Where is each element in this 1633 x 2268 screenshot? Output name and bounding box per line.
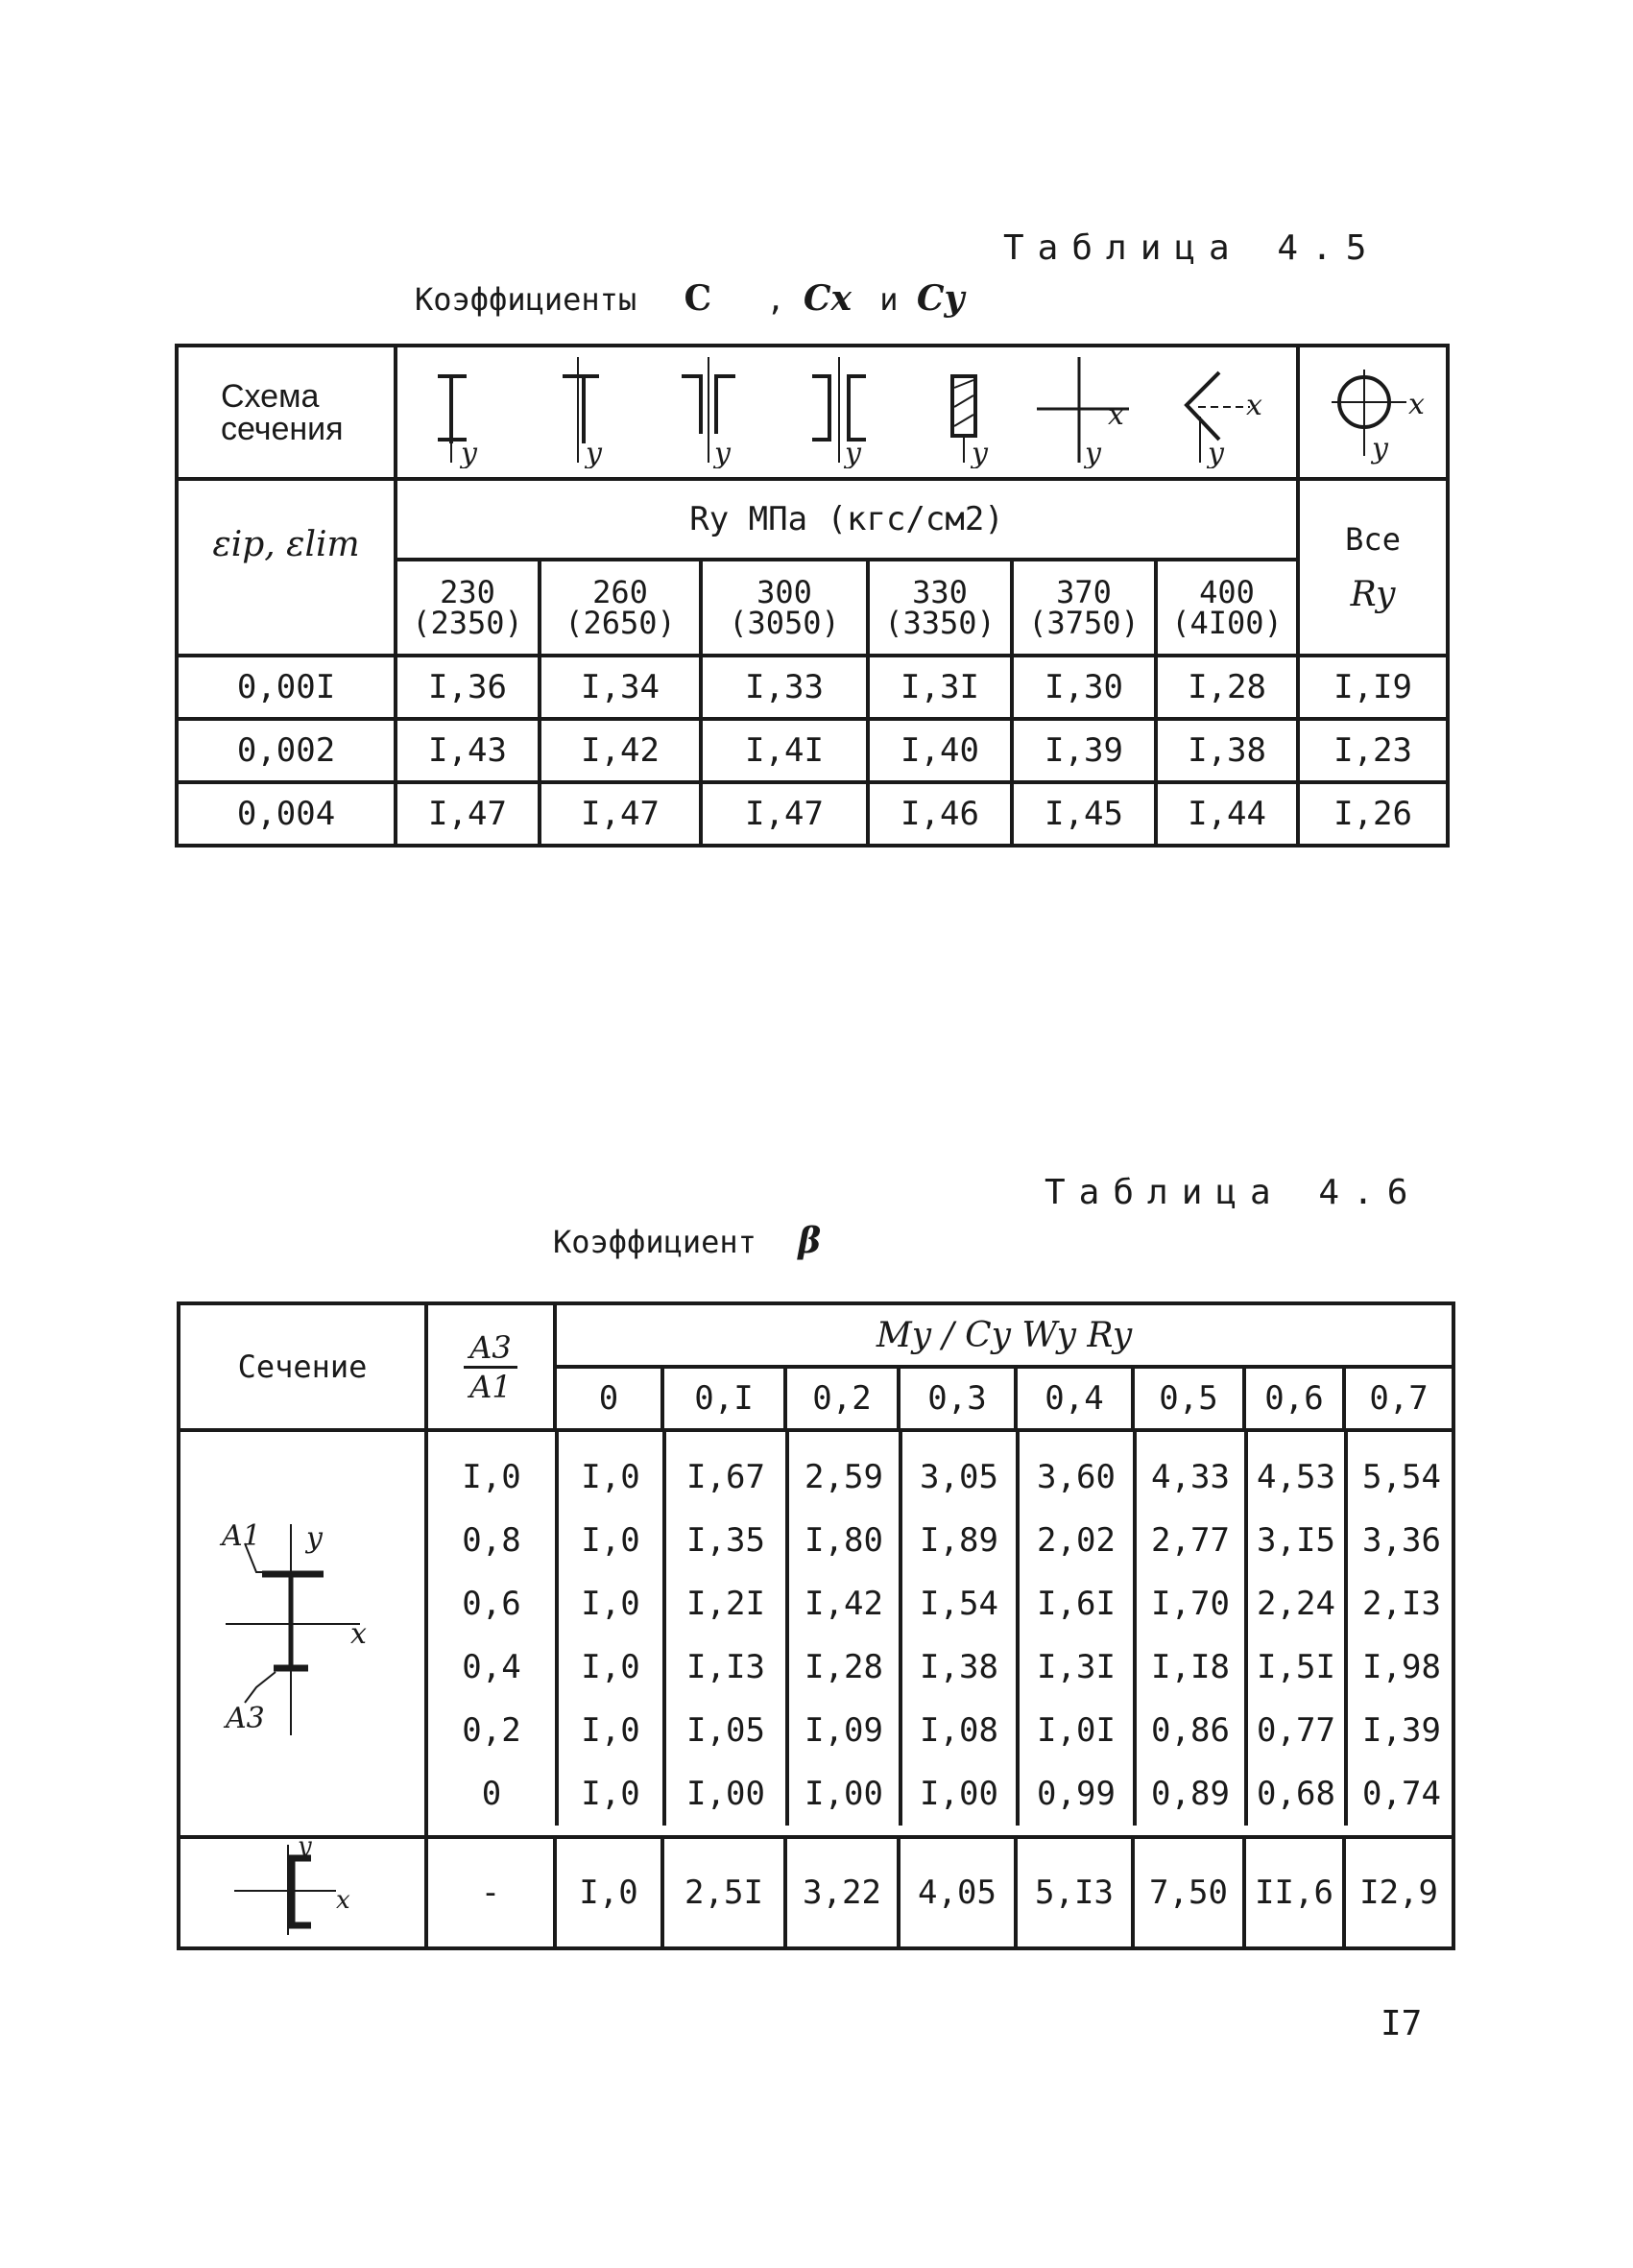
moment-column-header: 0,5: [1133, 1367, 1244, 1430]
caption-prefix: Коэффициент: [553, 1224, 756, 1260]
value-cell: 0,77: [1246, 1699, 1346, 1762]
moment-column-header: 0,I: [662, 1367, 785, 1430]
caption-prefix: Коэффициенты: [415, 281, 637, 318]
value-cell: 0,89: [1135, 1762, 1246, 1826]
ratio-header: [426, 1303, 555, 1430]
value-cell: 2,59: [787, 1432, 901, 1509]
channel-section-cell: [179, 1837, 426, 1948]
caption-and: и: [879, 281, 899, 318]
value-cell: 4,33: [1135, 1432, 1246, 1509]
ratio-top: A3: [464, 1329, 516, 1369]
axis-y-label: y: [972, 437, 988, 468]
symbol-c: C: [684, 278, 712, 319]
value-cell: I,89: [901, 1509, 1018, 1572]
value-cell: I,42: [787, 1572, 901, 1635]
value-cell: 3,I5: [1246, 1509, 1346, 1572]
value-cell: 7,50: [1133, 1837, 1244, 1948]
axis-x-label: x: [1108, 398, 1124, 432]
value-cell: I,0: [555, 1837, 662, 1948]
ratio-cell: -: [426, 1837, 555, 1948]
value-cell: I,0: [557, 1635, 664, 1699]
all-value-cell: I,I9: [1298, 656, 1448, 719]
value-cell: I,0I: [1018, 1699, 1135, 1762]
value-cell: I,35: [664, 1509, 787, 1572]
table-4-5: [175, 344, 1450, 848]
all-value-cell: I,23: [1298, 719, 1448, 782]
symbol-cx: Cx: [803, 278, 853, 319]
moment-column-header: 0,4: [1016, 1367, 1133, 1430]
channel-icon: [230, 1841, 374, 1937]
value-cell: I,3I: [1018, 1635, 1135, 1699]
value-cell: I,3I: [868, 656, 1012, 719]
value-cell: I,0: [557, 1762, 664, 1826]
value-cell: I,00: [787, 1762, 901, 1826]
value-cell: I2,9: [1344, 1837, 1453, 1948]
ibeam-section-cell: [179, 1430, 426, 1837]
value-cell: I,05: [664, 1699, 787, 1762]
a1-label: A1: [222, 1518, 261, 1553]
all-header-text: Все: [1345, 520, 1401, 558]
value-cell: I,0: [557, 1509, 664, 1572]
value-cell: I,30: [1012, 656, 1156, 719]
ibeam-values: [428, 1432, 1455, 1826]
ry-column-header: 400 (4I00): [1156, 560, 1298, 656]
value-cell: 2,24: [1246, 1572, 1346, 1635]
table-row: [428, 1572, 1455, 1635]
value-cell: I,40: [868, 719, 1012, 782]
all-header-sub: Ry: [1350, 574, 1396, 614]
value-cell: I,28: [1156, 656, 1298, 719]
table-row: [428, 1509, 1455, 1572]
value-cell: I,46: [868, 782, 1012, 846]
axis-y-label: y: [586, 437, 602, 468]
value-cell: I,43: [396, 719, 540, 782]
value-cell: I,47: [396, 782, 540, 846]
all-ry-header: [1298, 479, 1448, 656]
symbol-cy: Cy: [916, 278, 965, 319]
ratio-cell: 0,4: [428, 1635, 557, 1699]
moment-column-header: 0: [555, 1367, 662, 1430]
section-header: Сечение: [179, 1303, 426, 1430]
axis-y-label: y: [1208, 437, 1224, 468]
value-cell: 0,74: [1346, 1762, 1455, 1826]
value-cell: 2,02: [1018, 1509, 1135, 1572]
a3-label: A3: [226, 1701, 265, 1735]
value-cell: I,00: [664, 1762, 787, 1826]
value-cell: I,38: [901, 1635, 1018, 1699]
ibeam-row-group: [179, 1430, 1453, 1837]
value-cell: I,0: [557, 1432, 664, 1509]
value-cell: 0,68: [1246, 1762, 1346, 1826]
eps-cell: 0,002: [177, 719, 396, 782]
caption-separator: ,: [766, 281, 785, 318]
ry-column-header: 300 (3050): [701, 560, 868, 656]
ratio-cell: 0,6: [428, 1572, 557, 1635]
ry-column-header: 370 (3750): [1012, 560, 1156, 656]
value-cell: 2,77: [1135, 1509, 1246, 1572]
mono-symmetric-ibeam-icon: [206, 1505, 398, 1755]
value-cell: I,54: [901, 1572, 1018, 1635]
axis-x-label: x: [336, 1885, 350, 1915]
value-cell: 4,53: [1246, 1432, 1346, 1509]
value-cell: I,39: [1012, 719, 1156, 782]
moment-column-header: 0,7: [1344, 1367, 1453, 1430]
value-cell: 3,05: [901, 1432, 1018, 1509]
eps-cell: 0,004: [177, 782, 396, 846]
value-cell: I,98: [1346, 1635, 1455, 1699]
eps-cell: 0,00I: [177, 656, 396, 719]
table-4-5-label: Таблица 4.5: [1003, 228, 1381, 268]
section-icons-cell: [396, 346, 1298, 479]
value-cell: I,4I: [701, 719, 868, 782]
table-row: [428, 1432, 1455, 1509]
ratio-cell: 0: [428, 1762, 557, 1826]
ratio-cell: I,0: [428, 1432, 557, 1509]
circle-tube-icon-cell: [1298, 346, 1448, 479]
table-4-6: [177, 1301, 1455, 1950]
value-cell: 2,I3: [1346, 1572, 1455, 1635]
section-icons: [397, 347, 1296, 468]
value-cell: I,I3: [664, 1635, 787, 1699]
axis-y-label: y: [298, 1840, 312, 1861]
ry-column-header: 260 (2650): [540, 560, 701, 656]
value-cell: I,0: [557, 1572, 664, 1635]
value-cell: I,08: [901, 1699, 1018, 1762]
value-cell: 0,86: [1135, 1699, 1246, 1762]
table-row: [428, 1699, 1455, 1762]
value-cell: 3,60: [1018, 1432, 1135, 1509]
axis-y-label: y: [1085, 437, 1101, 468]
axis-y-label: y: [714, 437, 731, 468]
channel-row: [179, 1837, 1453, 1948]
value-cell: I,5I: [1246, 1635, 1346, 1699]
table-row: [177, 719, 1448, 782]
value-cell: I,45: [1012, 782, 1156, 846]
value-cell: I,00: [901, 1762, 1018, 1826]
moment-column-header: 0,3: [899, 1367, 1016, 1430]
value-cell: I,67: [664, 1432, 787, 1509]
axis-y-label: y: [1372, 432, 1389, 466]
value-cell: 3,36: [1346, 1509, 1455, 1572]
value-cell: 4,05: [899, 1837, 1016, 1948]
table-row: [428, 1635, 1455, 1699]
axis-y-label: y: [845, 437, 861, 468]
table-row: [177, 656, 1448, 719]
scheme-header: Схема сечения: [177, 346, 396, 479]
table-4-6-caption: [553, 1221, 821, 1261]
value-cell: I,47: [701, 782, 868, 846]
page-number: I7: [1381, 2004, 1423, 2043]
axis-x-label: x: [1408, 388, 1425, 421]
value-cell: II,6: [1244, 1837, 1344, 1948]
value-cell: I,36: [396, 656, 540, 719]
value-cell: I,38: [1156, 719, 1298, 782]
value-cell: I,39: [1346, 1699, 1455, 1762]
symbol-beta: β: [798, 1221, 822, 1261]
value-cell: I,2I: [664, 1572, 787, 1635]
circle-tube-icon: [1310, 350, 1435, 466]
all-value-cell: I,26: [1298, 782, 1448, 846]
value-cell: I,28: [787, 1635, 901, 1699]
value-cell: I,33: [701, 656, 868, 719]
ry-column-header: 230 (2350): [396, 560, 540, 656]
ry-header: Ry МПа (кгс/см2): [396, 479, 1298, 560]
axis-y-label: y: [306, 1520, 323, 1555]
moment-column-header: 0,6: [1244, 1367, 1344, 1430]
value-cell: I,I8: [1135, 1635, 1246, 1699]
value-cell: I,34: [540, 656, 701, 719]
table-4-6-label: Таблица 4.6: [1045, 1173, 1422, 1212]
table-4-5-caption: [415, 278, 964, 319]
value-cell: I,09: [787, 1699, 901, 1762]
ratio-bottom: A1: [469, 1368, 512, 1405]
axis-x-label: x: [1246, 389, 1262, 422]
value-cell: I,42: [540, 719, 701, 782]
value-cell: 2,5I: [662, 1837, 785, 1948]
value-cell: I,47: [540, 782, 701, 846]
ry-column-header: 330 (3350): [868, 560, 1012, 656]
value-cell: I,44: [1156, 782, 1298, 846]
eps-header: εip, εlim: [177, 479, 396, 656]
table-row: [428, 1762, 1455, 1826]
value-cell: 5,I3: [1016, 1837, 1133, 1948]
axis-y-label: y: [461, 437, 477, 468]
value-cell: I,0: [557, 1699, 664, 1762]
ratio-cell: 0,8: [428, 1509, 557, 1572]
moment-header: My / Cy Wy Ry: [555, 1303, 1453, 1367]
moment-column-header: 0,2: [785, 1367, 899, 1430]
value-cell: 3,22: [785, 1837, 899, 1948]
value-cell: I,70: [1135, 1572, 1246, 1635]
axis-x-label: x: [350, 1616, 367, 1651]
value-cell: 5,54: [1346, 1432, 1455, 1509]
table-row: [177, 782, 1448, 846]
ratio-cell: 0,2: [428, 1699, 557, 1762]
value-cell: I,80: [787, 1509, 901, 1572]
ibeam-values-cell: [426, 1430, 1453, 1837]
value-cell: 0,99: [1018, 1762, 1135, 1826]
value-cell: I,6I: [1018, 1572, 1135, 1635]
